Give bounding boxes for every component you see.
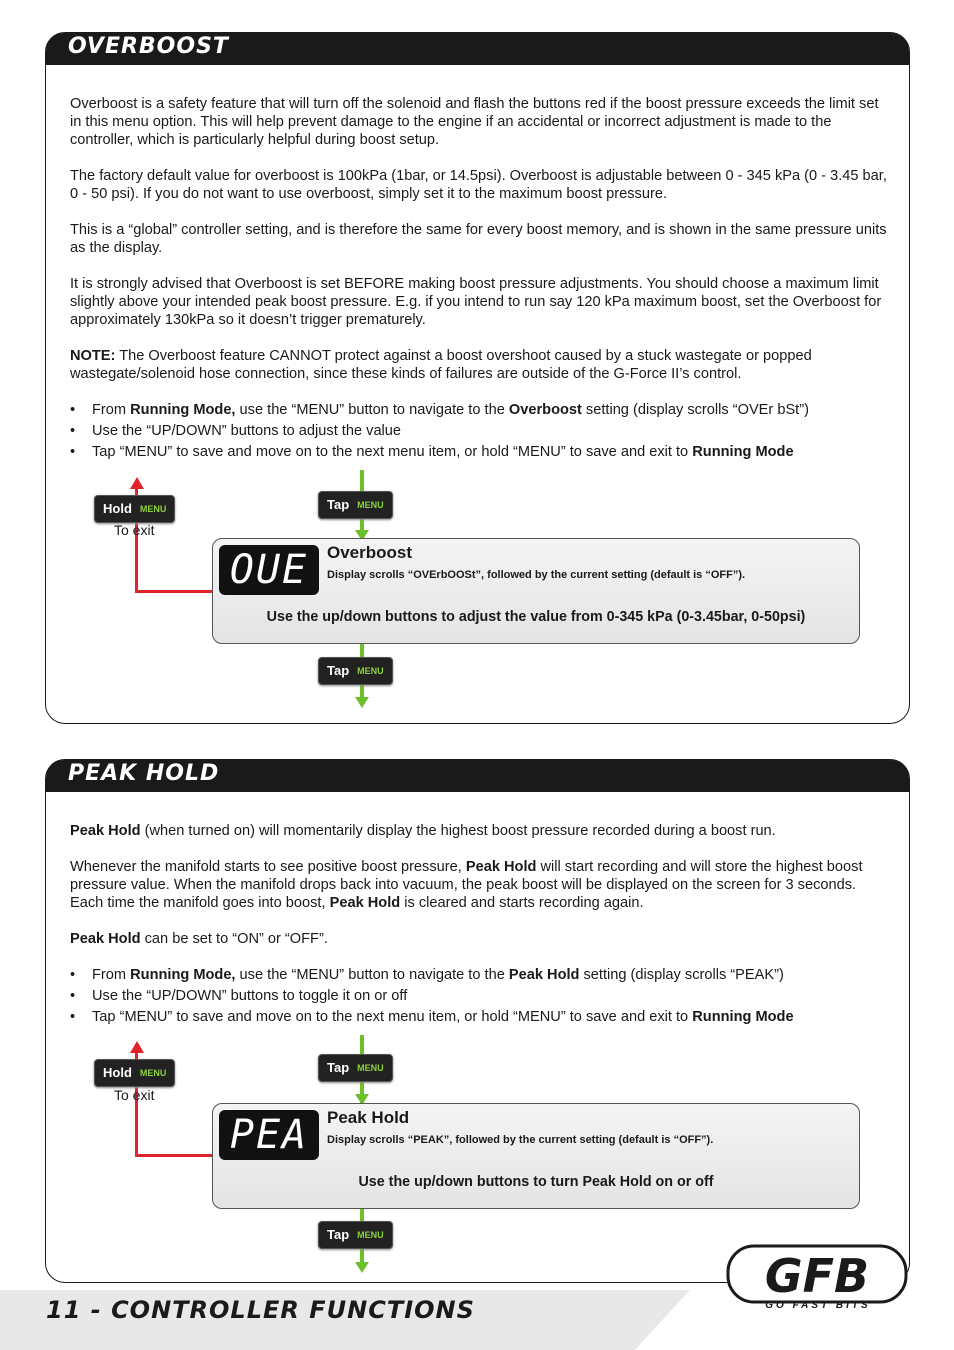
step-bold: Running Mode,: [130, 967, 236, 983]
peakhold-header: [46, 760, 909, 792]
menu-label: MENU: [357, 500, 384, 510]
step-text: Tap “MENU” to save and move on to the next menu item, or hold “MENU” to save and exit to: [92, 1009, 693, 1025]
note-text: The Overboost feature CANNOT protect against a boost overshoot caused by a stuck wastegate or popped wastegate/solenoid hose connection, since these kinds of failures are outside of the G-Force II’s control.: [70, 348, 812, 382]
overboost-note: [70, 347, 889, 383]
tap-menu-button[interactable]: [318, 491, 393, 519]
peakhold-paragraph-1: [70, 822, 889, 840]
tap-label: Tap: [327, 663, 350, 678]
flow-arrow-icon: [355, 697, 369, 708]
peakhold-title: PEAK HOLD: [68, 761, 220, 786]
text: is cleared and starts recording again.: [400, 895, 644, 911]
exit-line: [135, 590, 213, 593]
step-text: Tap “MENU” to save and move on to the next menu item, or hold “MENU” to save and exit to: [92, 444, 693, 460]
panel-note: Use the up/down buttons to adjust the value from 0-345 kPa (0-3.45bar, 0-50psi): [266, 609, 806, 625]
overboost-header: [46, 33, 909, 65]
step-text: Use the “UP/DOWN” buttons to adjust the value: [92, 423, 402, 439]
text-bold: Peak Hold: [465, 859, 537, 875]
overboost-paragraph-4: It is strongly advised that Overboost is set BEFORE making boost pressure adjustments. You should choose a maximum limit slightly above your intended peak boost pressure. E.g. if you intend to run say 120 kPa maximum boost, set the Overboost for approximately 130kPa so it doesn’t trigger prematurely.: [70, 276, 882, 328]
text-bold: Peak Hold: [329, 895, 401, 911]
flow-arrow-icon: [355, 1262, 369, 1273]
tap-label: Tap: [327, 1227, 350, 1242]
list-item: [70, 422, 889, 440]
step-text: use the “MENU” button to navigate to the: [235, 402, 509, 418]
step-bold: Running Mode: [692, 444, 794, 460]
to-exit-label: To exit: [114, 522, 155, 538]
text-bold: Peak Hold: [70, 931, 141, 947]
peakhold-steps: [70, 966, 889, 1026]
text-bold: Peak Hold: [70, 823, 141, 839]
step-bold: Peak Hold: [508, 967, 580, 983]
tap-menu-button[interactable]: [318, 1054, 393, 1082]
text: will start recording and will store the highest boost pressure value. When the manifold drops back into vacuum, the peak boost will be displayed on the screen for 3 seconds. Each time the manifold goes into boost,: [70, 859, 863, 911]
panel-subtitle: Display scrolls “PEAK”, followed by the current setting (default is “OFF”).: [327, 1134, 714, 1146]
text: Whenever the manifold starts to see positive boost pressure,: [70, 859, 466, 875]
list-item: [70, 987, 889, 1005]
panel-subtitle: Display scrolls “OVErbOOSt”, followed by the current setting (default is “OFF”).: [327, 569, 746, 581]
peakhold-paragraph-3: [70, 930, 889, 948]
step-bold: Running Mode,: [130, 402, 236, 418]
hold-menu-button[interactable]: [94, 1059, 175, 1087]
page-title: 11 - CONTROLLER FUNCTIONS: [46, 1296, 475, 1324]
overboost-paragraph-3: This is a “global” controller setting, and is therefore the same for every boost memory, and is shown in the same pressure units as the display.: [70, 222, 887, 256]
overboost-paragraph-1: Overboost is a safety feature that will turn off the solenoid and flash the buttons red if the boost pressure exceeds the limit set in this menu option. This will help prevent damage to the engine if an accidental or incorrect adjustment is made to the controller, which is particularly helpful during boost setup.: [70, 96, 879, 148]
menu-label: MENU: [139, 504, 167, 514]
list-item: [70, 401, 889, 419]
overboost-body: [70, 95, 889, 464]
lcd-display: PEA: [219, 1110, 319, 1160]
hold-label: Hold: [103, 501, 132, 516]
overboost-title: OVERBOOST: [68, 34, 229, 59]
peakhold-body: [70, 822, 889, 1029]
panel-note: Use the up/down buttons to turn Peak Hold on or off: [358, 1174, 714, 1190]
step-text: Use the “UP/DOWN” buttons to toggle it on or off: [92, 988, 408, 1004]
step-text: From: [92, 967, 131, 983]
step-text: From: [92, 402, 131, 418]
list-item: [70, 443, 889, 461]
overboost-paragraph-2: The factory default value for overboost is 100kPa (1bar, or 14.5psi). Overboost is adjustable between 0 - 345 kPa (0 - 3.45 bar, 0 - 50 psi). If you do not want to use overboost, simply set it to the maximum boost pressure.: [70, 168, 887, 202]
to-exit-label: To exit: [114, 1087, 155, 1103]
step-text: setting (display scrolls “PEAK”): [579, 967, 784, 983]
peakhold-panel: [212, 1103, 860, 1209]
overboost-steps: [70, 401, 889, 461]
hold-menu-button[interactable]: [94, 495, 175, 523]
hold-label: Hold: [103, 1065, 132, 1080]
logo-tagline: GO FAST BITS: [765, 1300, 871, 1311]
exit-line: [135, 1154, 213, 1157]
logo-text: GFB: [764, 1249, 870, 1303]
tap-label: Tap: [327, 497, 350, 512]
step-text: setting (display scrolls “OVEr bSt”): [581, 402, 809, 418]
panel-title: Overboost: [327, 543, 413, 562]
list-item: [70, 1008, 889, 1026]
step-bold: Overboost: [508, 402, 582, 418]
note-label: NOTE:: [70, 348, 116, 364]
tap-menu-button[interactable]: [318, 657, 393, 685]
lcd-display: OUE: [219, 545, 319, 595]
tap-label: Tap: [327, 1060, 350, 1075]
text: (when turned on) will momentarily display the highest boost pressure recorded during a boost run.: [140, 823, 776, 839]
tap-menu-button[interactable]: [318, 1221, 393, 1249]
peakhold-paragraph-2: [70, 858, 889, 912]
text: can be set to “ON” or “OFF”.: [140, 931, 328, 947]
panel-title: Peak Hold: [327, 1108, 410, 1127]
menu-label: MENU: [357, 1063, 384, 1073]
menu-label: MENU: [139, 1068, 167, 1078]
overboost-panel: [212, 538, 860, 644]
menu-label: MENU: [357, 1230, 384, 1240]
list-item: [70, 966, 889, 984]
step-bold: Running Mode: [692, 1009, 794, 1025]
step-text: use the “MENU” button to navigate to the: [235, 967, 509, 983]
menu-label: MENU: [357, 666, 384, 676]
